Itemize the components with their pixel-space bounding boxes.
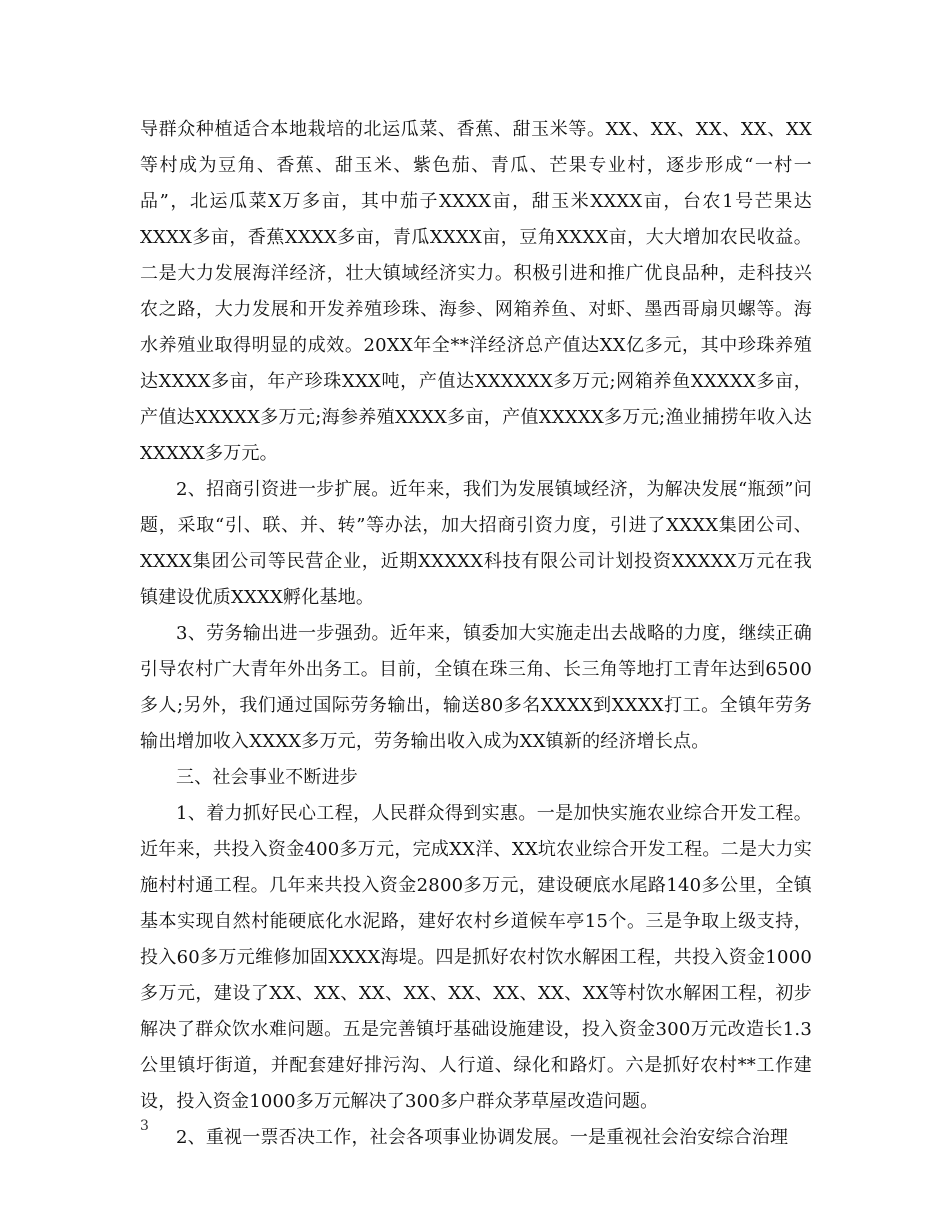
paragraph-labor-export: 3、劳务输出进一步强劲。近年来，镇委加大实施走出去战略的力度，继续正确引导农村广大青年外出务工。目前，全镇在珠三角、长三角等地打工青年达到6500多人;另外，我们通过国际劳务输出，输送80多名XXXX到XXXX打工。全镇年劳务输出增加收入XXXX多万元，劳务输出收入成为XX镇新的经济增长点。: [140, 623, 812, 752]
paragraph-livelihood-projects: 1、着力抓好民心工程，人民群众得到实惠。一是加快实施农业综合开发工程。近年来，共投入资金400多万元，完成XX洋、XX坑农业综合开发工程。二是大力实施村村通工程。几年来共投入资金2800多万元，建设硬底水尾路140多公里，全镇基本实现自然村能硬底化水泥路，建好农村乡道候车亭15个。三是争取上级支持，投入60多万元维修加固XXXX海堤。四是抓好农村饮水解困工程，共投入资金1000多万元，建设了XX、XX、XX、XX、XX、XX、XX、XX等村饮水解困工程，初步解决了群众饮水难问题。五是完善镇圩基础设施建设，投入资金300万元改造长1.3公里镇圩街道，并配套建好排污沟、人行道、绿化和路灯。六是抓好农村**工作建设，投入资金1000多万元解决了300多户群众茅草屋改造问题。: [140, 803, 812, 1112]
paragraph-investment: 2、招商引资进一步扩展。近年来，我们为发展镇域经济，为解决发展“瓶颈”问题，采取“引、联、并、转”等办法，加大招商引资力度，引进了XXXX集团公司、XXXX集团公司等民营企业，近期XXXXX科技有限公司计划投资XXXXX万元在我镇建设优质XXXX孵化基地。: [140, 479, 812, 608]
page-number: 3: [140, 1118, 149, 1134]
paragraph-veto-work: 2、重视一票否决工作，社会各项事业协调发展。一是重视社会治安综合治理: [176, 1127, 789, 1148]
paragraph-agriculture-marine: 导群众种植适合本地栽培的北运瓜菜、香蕉、甜玉米等。XX、XX、XX、XX、XX等村成为豆角、香蕉、甜玉米、紫色茄、青瓜、芒果专业村，逐步形成“一村一品”，北运瓜菜X万多亩，其中茄子XXXX亩，甜玉米XXXX亩，台农1号芒果达XXXX多亩，香蕉XXXX多亩，青瓜XXXX亩，豆角XXXX亩，大大增加农民收益。二是大力发展海洋经济，壮大镇域经济实力。积极引进和推广优良品种，走科技兴农之路，大力发展和开发养殖珍珠、海参、网箱养鱼、对虾、墨西哥扇贝螺等。海水养殖业取得明显的成效。20XX年全**洋经济总产值达XX亿多元，其中珍珠养殖达XXXX多亩，年产珍珠XXX吨，产值达XXXXXX多万元;网箱养鱼XXXXX多亩，产值达XXXXX多万元;海参养殖XXXX多亩，产值XXXXX多万元;渔业捕捞年收入达XXXXX多万元。: [140, 119, 812, 464]
body-text: [140, 112, 812, 1156]
section-heading-social-progress: 三、社会事业不断进步: [176, 767, 358, 788]
